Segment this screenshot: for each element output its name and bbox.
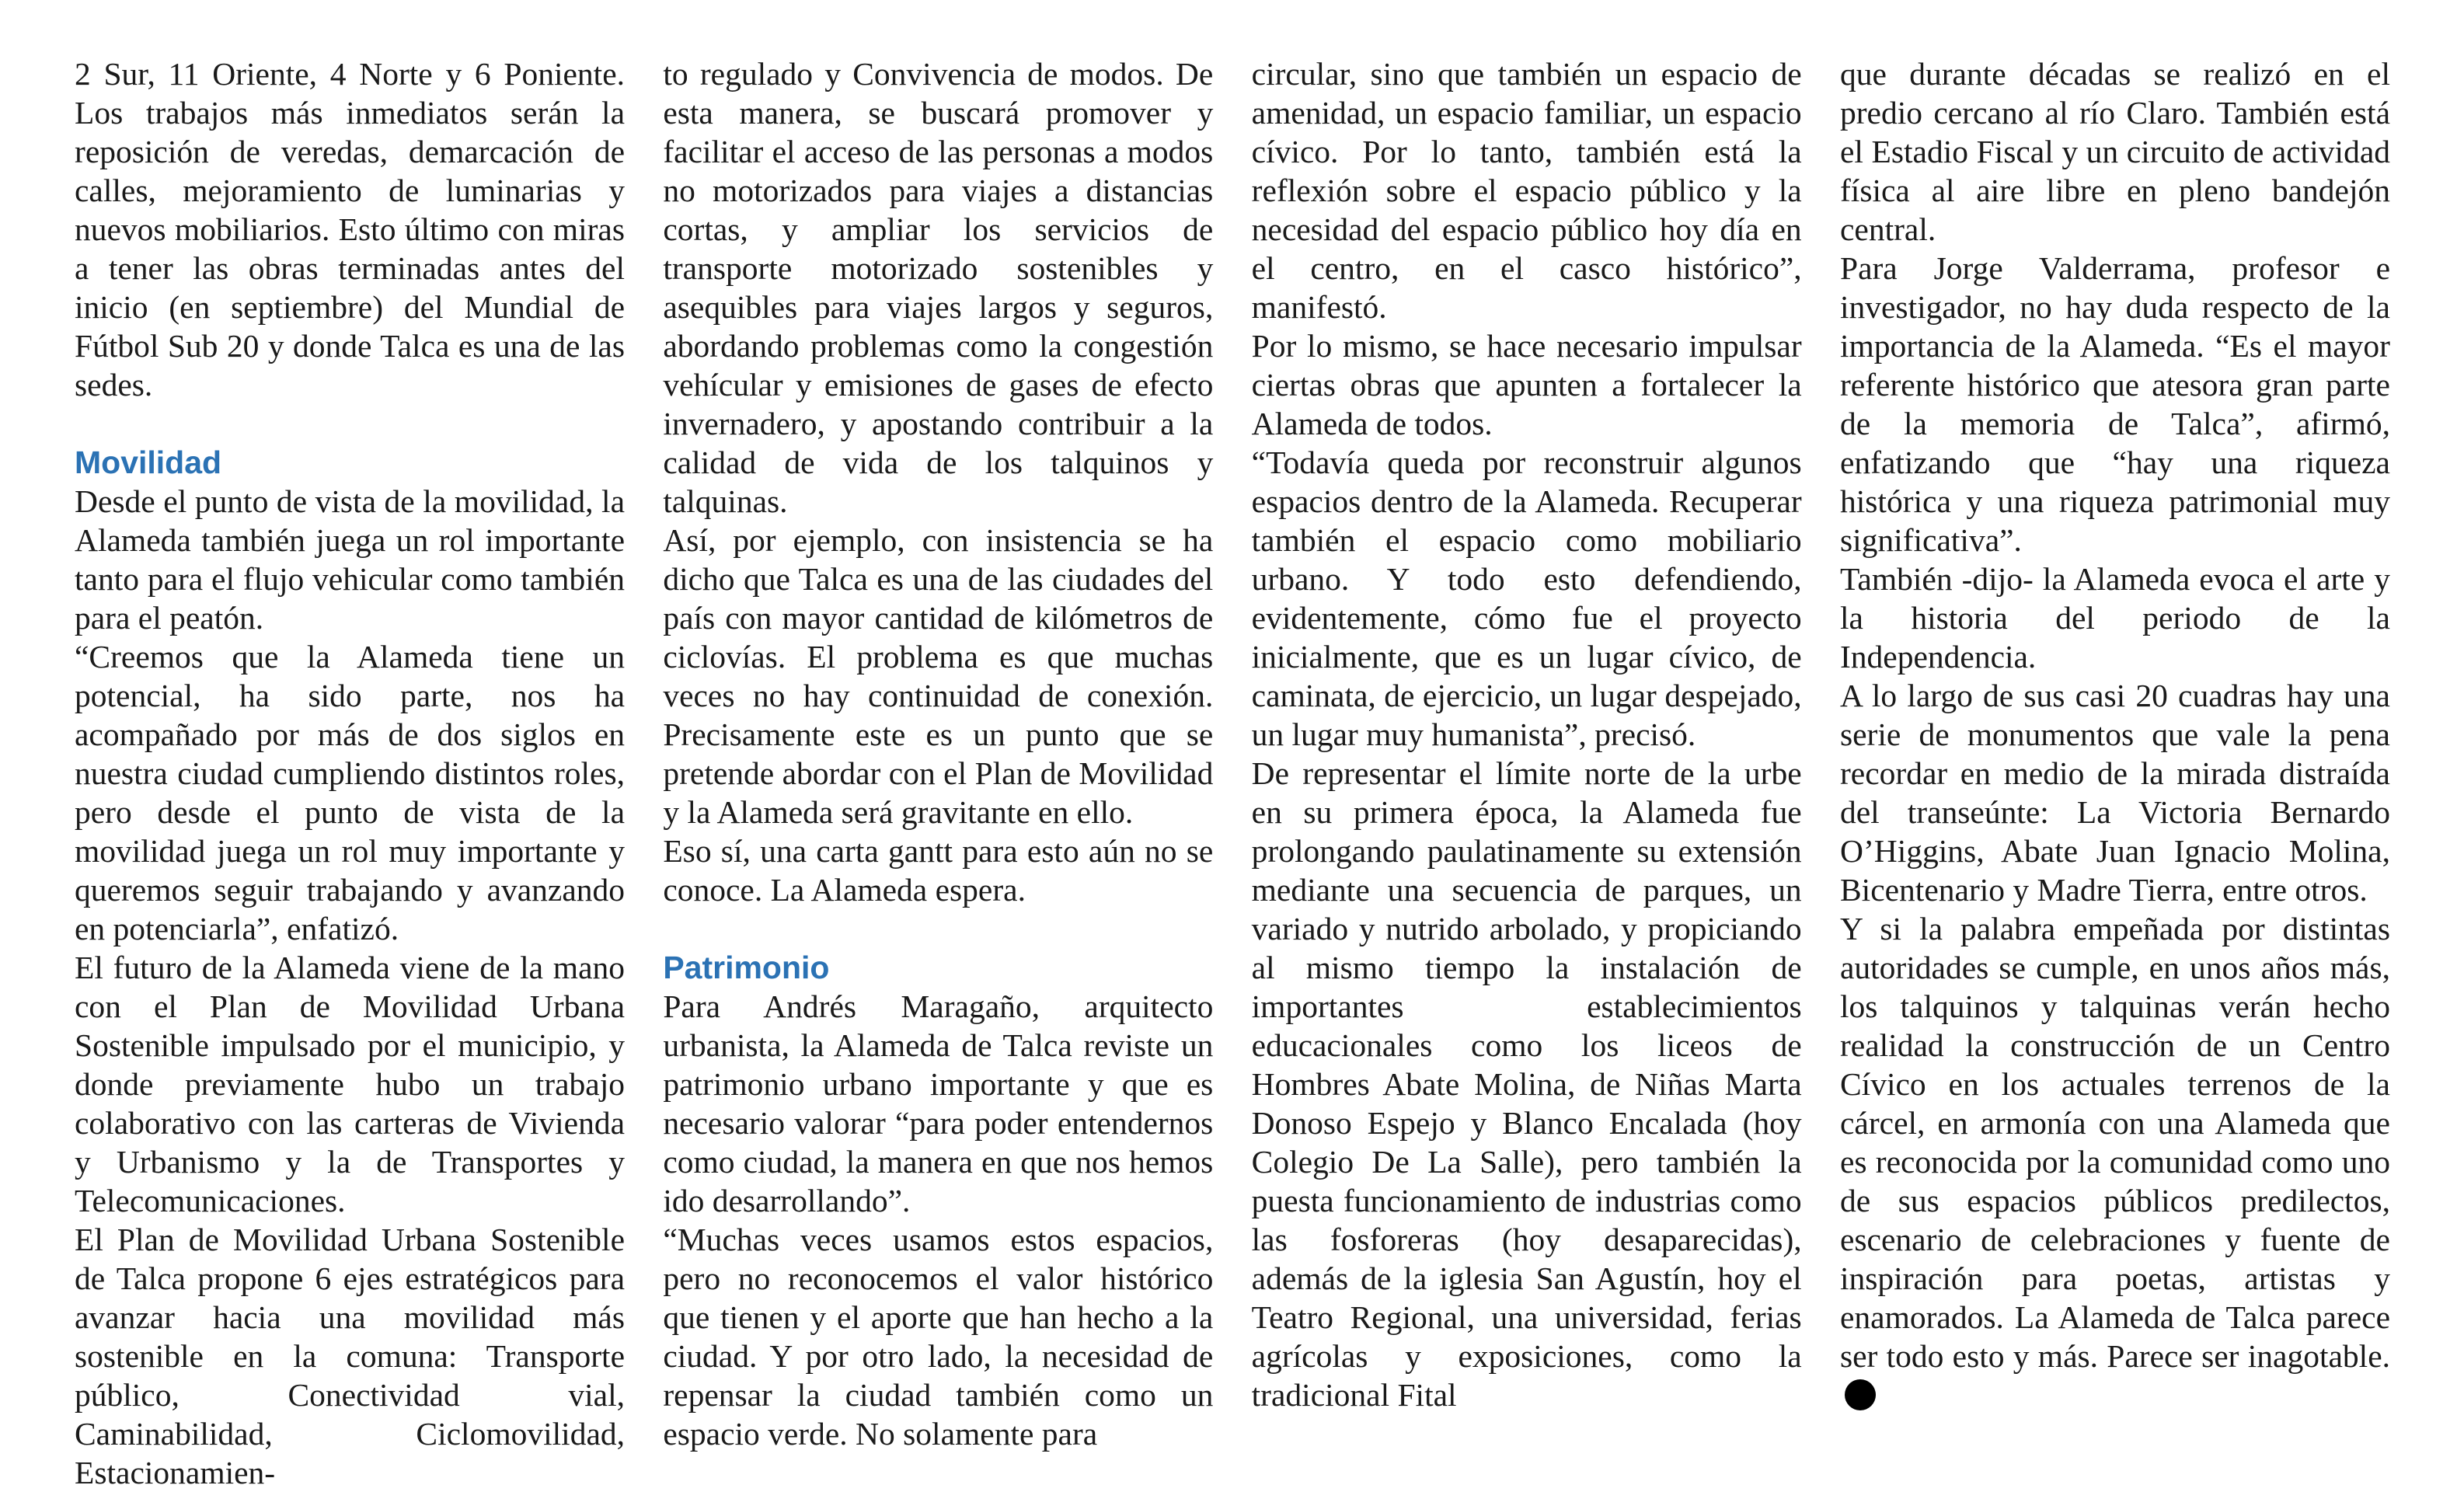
paragraph: También -dijo- la Alameda evoca el arte y la historia del periodo de la Independencia. [1839, 561, 2390, 675]
paragraph: De representar el límite norte de la urbe en su primera época, la Alameda fue prolongando paulatinamente su extensión mediante una secuencia de parques, un variado y nutrido arbolado, y propiciando al mismo tiempo la instalación de importantes establecimientos educacionales como los liceos de Hombres Abate Molina, de Niñas Marta Donoso Espejo y Blanco Encalada (hoy Colegio De La Salle), pero también la puesta funcionamiento de industrias como las fosforeras (hoy desaparecidas), además de la iglesia San Agustín, hoy el Teatro Regional, una universidad, ferias agrícolas y exposiciones, como la tradicional Fital [1251, 755, 1802, 1413]
paragraph: 2 Sur, 11 Oriente, 4 Norte y 6 Poniente. Los trabajos más inmediatos serán la reposición de veredas, demarcación de calles, mejoramiento de luminarias y nuevos mobiliarios. Esto último con miras a tener las obras terminadas antes del inicio (en septiembre) del Mundial de Fútbol Sub 20 y donde Talca es una de las sedes. [75, 56, 625, 403]
paragraph: Para Jorge Valderrama, profesor e investigador, no hay duda respecto de la importancia de la Alameda. “Es el mayor referente histórico que atesora gran parte de la memoria de Talca”, afirmó, enfatizando que “hay una riqueza histórica y una riqueza patrimonial muy significativa”. [1839, 250, 2390, 558]
paragraph: Para Andrés Maragaño, arquitecto urbanista, la Alameda de Talca reviste un patrimonio urbano importante y que es necesario valorar “para poder entendernos como ciudad, la manera en que nos hemos ido desarrollando”. [663, 988, 1214, 1218]
column-2 [663, 54, 1213, 1453]
paragraph: Desde el punto de vista de la movilidad, la Alameda también juega un rol importante tanto para el flujo vehicular como también para el peatón. [75, 483, 625, 636]
paragraph: circular, sino que también un espacio de amenidad, un espacio familiar, un espacio cívico. Por lo tanto, también está la reflexión sobre el espacio público y la necesidad del espacio público hoy día en el centro, en el casco histórico”, manifestó. [1251, 56, 1802, 325]
paragraph: A lo largo de sus casi 20 cuadras hay una serie de monumentos que vale la pena recordar en medio de la mirada distraída del transeúnte: La Victoria Bernardo O’Higgins, Abate Juan Ignacio Molina, Bicentenario y Madre Tierra, entre otros. [1839, 678, 2390, 908]
paragraph: que durante décadas se realizó en el predio cercano al río Claro. También está el Estadio Fiscal y un circuito de actividad física al aire libre en pleno bandejón central. [1839, 56, 2390, 247]
article-columns [75, 54, 2390, 1490]
paragraph: Así, por ejemplo, con insistencia se ha dicho que Talca es una de las ciudades del país con mayor cantidad de kilómetros de ciclovías. El problema es que muchas veces no hay continuidad de conexión. Precisamente este es un punto que se pretende abordar con el Plan de Movilidad y la Alameda será gravitante en ello. [663, 522, 1214, 830]
section-heading-patrimonio: Patrimonio [663, 950, 830, 985]
filled-circle-end-of-article-icon [1845, 1379, 1876, 1410]
column-4 [1840, 54, 2390, 1453]
column-3 [1252, 54, 1802, 1453]
paragraph: El Plan de Movilidad Urbana Sostenible de Talca propone 6 ejes estratégicos para avanzar hacia una movilidad más sostenible en la comuna: Transporte público, Conectividad vial, Caminabilidad, Ciclomovilidad, Estacionamien- [75, 1222, 625, 1490]
paragraph: Eso sí, una carta gantt para esto aún no se conoce. La Alameda espera. [663, 833, 1214, 908]
paragraph: Por lo mismo, se hace necesario impulsar ciertas obras que apunten a fortalecer la Alameda de todos. [1251, 328, 1802, 441]
section-heading-movilidad: Movilidad [75, 444, 222, 480]
column-1 [75, 54, 625, 1490]
paragraph: “Creemos que la Alameda tiene un potencial, ha sido parte, nos ha acompañado por más de dos siglos en nuestra ciudad cumpliendo distintos roles, pero desde el punto de vista de la movilidad juega un rol muy importante y queremos seguir trabajando y avanzando en potenciarla”, enfatizó. [75, 639, 625, 946]
paragraph: El futuro de la Alameda viene de la mano con el Plan de Movilidad Urbana Sostenible impulsado por el municipio, y donde previamente hubo un trabajo colaborativo con las carteras de Vivienda y Urbanismo y la de Transportes y Telecomunicaciones. [75, 950, 625, 1218]
paragraph: “Muchas veces usamos estos espacios, pero no reconocemos el valor histórico que tienen y el aporte que han hecho a la ciudad. Y por otro lado, la necesidad de repensar la ciudad también como un espacio verde. No solamente para [663, 1222, 1214, 1452]
paragraph: to regulado y Convivencia de modos. De esta manera, se buscará promover y facilitar el acceso de las personas a modos no motorizados para viajes a distancias cortas, y ampliar los servicios de transporte motorizado sostenibles y asequibles para viajes largos y seguros, abordando problemas como la congestión vehícular y emisiones de gases de efecto invernadero, y apostando contribuir a la calidad de vida de los talquinos y talquinas. [663, 56, 1214, 519]
paragraph-final-text: Y si la palabra empeñada por distintas autoridades se cumple, en unos años más, los talquinos y talquinas verán hecho realidad la construcción de un Centro Cívico en los actuales terrenos de la cárcel, en armonía con una Alameda que es reconocida por la comunidad como uno de sus espacios públicos predilectos, escenario de celebraciones y fuente de inspiración para poetas, artistas y enamorados. La Alameda de Talca parece ser todo esto y más. Parece ser inagotable. [1839, 911, 2390, 1374]
paragraph: “Todavía queda por reconstruir algunos espacios dentro de la Alameda. Recuperar también el espacio como mobiliario urbano. Y todo esto defendiendo, evidentemente, cómo fue el proyecto inicialmente, que es un lugar cívico, de caminata, de ejercicio, un lugar despejado, un lugar muy humanista”, precisó. [1251, 444, 1802, 752]
paragraph-final [1840, 909, 2390, 1414]
